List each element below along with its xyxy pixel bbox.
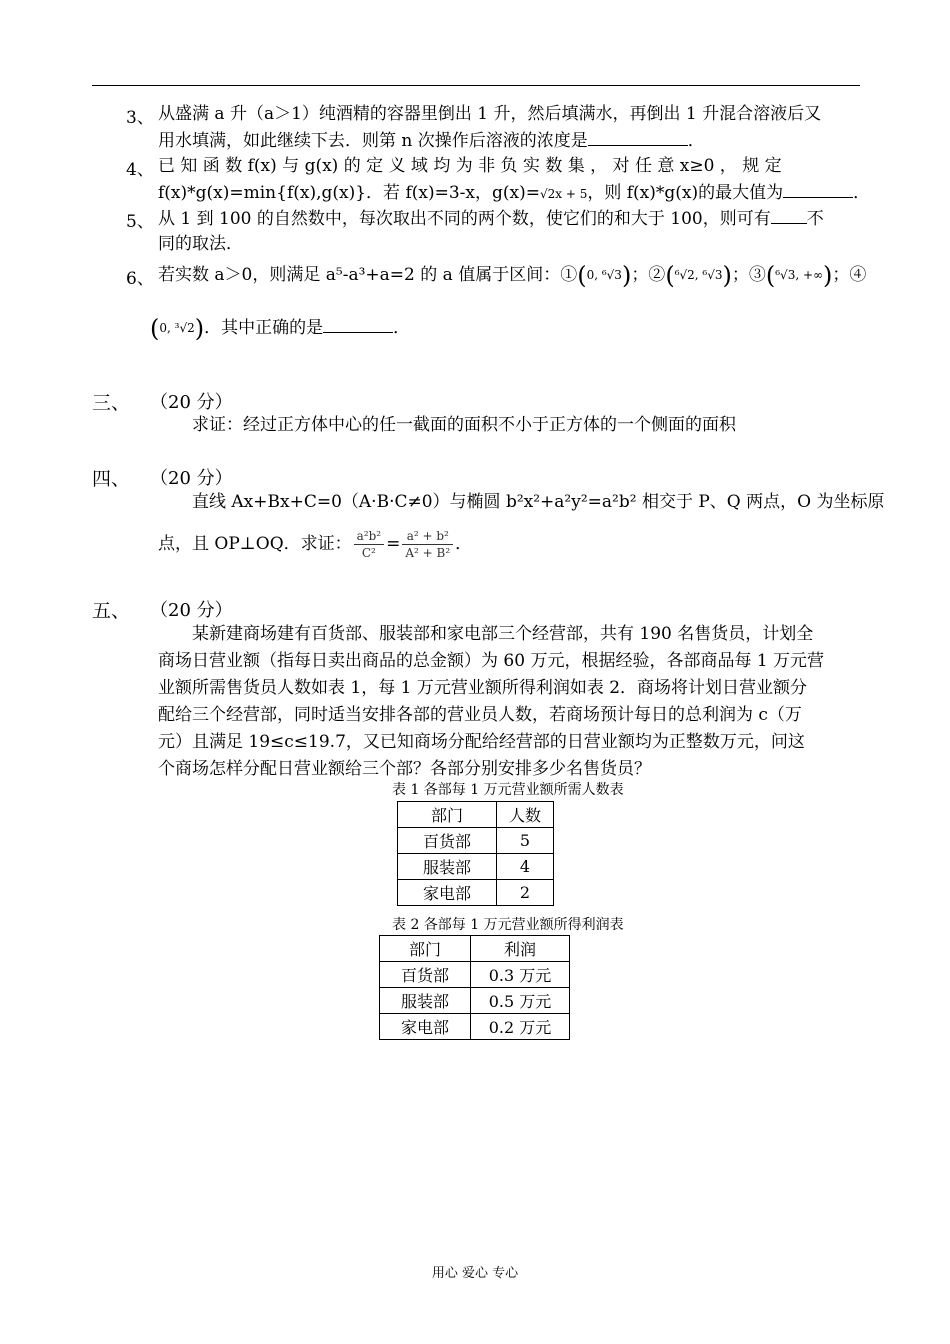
q5-line2: 同的取法．: [158, 234, 243, 254]
section5-line3: 业额所需售货员人数如表 1，每 1 万元营业额所得利润如表 2．商场将计划日营业额分: [158, 678, 808, 698]
q5-line1-end: 不: [806, 209, 824, 229]
page-footer: 用心 爱心 专心: [431, 1266, 519, 1281]
section3-points: （20 分）: [150, 392, 233, 413]
table-header-row: [398, 802, 554, 828]
section5-number: 五、: [92, 600, 131, 622]
table-row: [398, 880, 554, 906]
q5-line1: [158, 207, 824, 230]
table-cell: 0.2 万元: [471, 1014, 570, 1040]
table-cell: 百货部: [398, 828, 497, 854]
section5-line4: 配给三个经营部，同时适当安排各部的营业员人数，若商场预计每日的总利润为 c（万: [158, 705, 802, 725]
q6-option1-label: ①: [560, 265, 578, 285]
section3-number: 三、: [92, 392, 131, 414]
q4-line2: [158, 181, 870, 205]
q6-option4-label: ；④: [832, 265, 867, 285]
section3-body: 求证：经过正方体中心的任一截面的面积不小于正方体的一个侧面的面积: [192, 415, 736, 435]
section5-line6: 个商场怎样分配日营业额给三个部？各部分别安排多少名售货员？: [158, 759, 651, 779]
table-cell: 0.3 万元: [471, 962, 570, 988]
q5-answer-blank: [771, 207, 807, 224]
table-row: [398, 854, 554, 880]
table-header-cell: 人数: [497, 802, 554, 828]
q3-line2: [158, 129, 705, 152]
q5-line1-text: 从 1 到 100 的自然数中，每次取出不同的两个数，使它们的和大于 100，则可有: [158, 209, 771, 229]
table2-caption: 表 2 各部每 1 万元营业额所得利润表: [392, 917, 624, 933]
q6-interval-3: (⁶√3, +∞): [765, 261, 833, 290]
q6-line1: [158, 262, 866, 289]
section5-points: （20 分）: [150, 600, 233, 621]
q6-answer-blank: [323, 316, 393, 333]
table-cell: 百货部: [380, 962, 471, 988]
q4-line2a: f(x)*g(x)=min{f(x),g(x)}．若 f(x)=3-x，g(x)=: [158, 183, 540, 203]
q6-line1-text: 若实数 a＞0，则满足 a⁵-a³+a=2 的 a 值属于区间：: [158, 265, 561, 285]
q3-end: ．: [687, 131, 705, 151]
q4-end: ．: [853, 183, 871, 203]
table1-caption: 表 1 各部每 1 万元营业额所需人数表: [392, 782, 624, 798]
table-cell: 5: [497, 828, 554, 854]
table-cell: 2: [497, 880, 554, 906]
table-cell: 家电部: [398, 880, 497, 906]
q4-line1: 已 知 函 数 f(x) 与 g(x) 的 定 义 域 均 为 非 负 实 数 集 ， 对 任 意 x≥0 ， 规 定: [158, 156, 782, 176]
table-row: [380, 1014, 570, 1040]
q6-number: 6、: [126, 269, 154, 289]
sqrt-expression: √2x + 5: [539, 187, 588, 201]
table-cell: 服装部: [380, 988, 471, 1014]
q3-line2-text: 用水填满，如此继续下去．则第 n 次操作后溶液的浓度是: [158, 131, 588, 151]
table1: [397, 801, 554, 906]
section4-end: ．: [455, 534, 473, 554]
q6-end: ．: [393, 318, 411, 338]
section4-line2-text: 点，且 OP⊥OQ．求证：: [158, 534, 352, 554]
q6-option3-label: ；③: [731, 265, 766, 285]
table-row: [380, 962, 570, 988]
q3-line1: 从盛满 a 升（a＞1）纯酒精的容器里倒出 1 升，然后填满水，再倒出 1 升混合溶液后又: [158, 104, 822, 124]
table-header-cell: 部门: [380, 936, 471, 962]
table-cell: 0.5 万元: [471, 988, 570, 1014]
q6-option2-label: ；②: [631, 265, 666, 285]
table-header-cell: 利润: [471, 936, 570, 962]
table-cell: 4: [497, 854, 554, 880]
section4-line1: 直线 Ax+Bx+C=0（A·B·C≠0）与椭圆 b²x²+a²y²=a²b² 相交于 P、Q 两点，O 为坐标原: [192, 492, 885, 512]
q6-line2-text: ．其中正确的是: [204, 318, 324, 338]
section4-line2: [158, 520, 472, 568]
q6-interval-4: (0, ³√2): [150, 314, 205, 343]
q3-answer-blank: [588, 129, 688, 146]
fraction-left: $\frac{\text{a²b²}}{\text{C²}}$: [354, 528, 384, 561]
q6-line2: [150, 313, 410, 344]
table-cell: 服装部: [398, 854, 497, 880]
section4-number: 四、: [92, 468, 131, 490]
table-row: [398, 828, 554, 854]
section5-line5: 元）且满足 19≤c≤19.7，又已知商场分配给经营部的日营业额均为正整数万元，问这: [158, 732, 805, 752]
equals-sign: =: [386, 534, 401, 554]
q5-number: 5、: [126, 212, 154, 232]
section5-line2: 商场日营业额（指每日卖出商品的总金额）为 60 万元，根据经验，各部商品每 1 万元营: [158, 651, 825, 671]
q6-interval-1: (0, ⁶√3): [577, 261, 632, 290]
fraction-right: $\frac{\text{a² + b²}}{\text{A² + B²}}$: [402, 528, 453, 561]
q3-number: 3、: [126, 108, 154, 128]
table-header-cell: 部门: [398, 802, 497, 828]
q4-line2b: ，则 f(x)*g(x)的最大值为: [587, 183, 784, 203]
header-rule: [92, 85, 860, 86]
table2: [379, 935, 570, 1040]
q6-interval-2: (⁶√2, ⁶√3): [665, 261, 732, 290]
table-cell: 家电部: [380, 1014, 471, 1040]
table-header-row: [380, 936, 570, 962]
section5-line1: 某新建商场建有百货部、服装部和家电部三个经营部，共有 190 名售货员，计划全: [192, 624, 814, 644]
q4-answer-blank: [783, 181, 853, 198]
section4-points: （20 分）: [150, 468, 233, 489]
q4-number: 4、: [126, 160, 154, 180]
table-row: [380, 988, 570, 1014]
